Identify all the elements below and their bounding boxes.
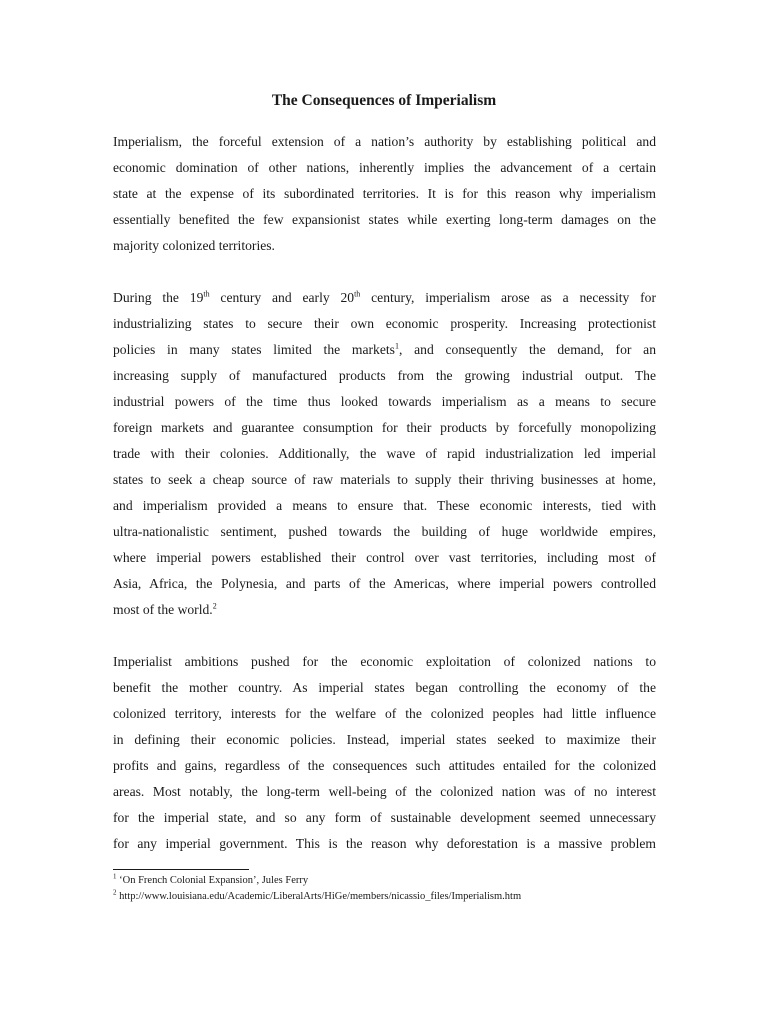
paragraph-line: benefit the mother country. As imperial states began controlling the economy of the — [113, 680, 656, 695]
superscript: th — [203, 289, 210, 299]
paragraph-line: profits and gains, regardless of the consequences such attitudes entailed for the colonized — [113, 758, 656, 773]
paragraph-3 — [113, 649, 656, 857]
paragraph-line: industrial powers of the time thus looked towards imperialism as a means to secure — [113, 394, 656, 409]
superscript: th — [354, 289, 361, 299]
paragraph-line — [113, 597, 656, 623]
paragraph-line: economic domination of other nations, inherently implies the advancement of a certain — [113, 160, 656, 175]
footnote-2 — [113, 889, 673, 905]
paragraph-line: in defining their economic policies. Instead, imperial states seeked to maximize their — [113, 732, 656, 747]
paragraph-line: state at the expense of its subordinated territories. It is for this reason why imperialism — [113, 186, 656, 201]
paragraph-line: industrializing states to secure their own economic prosperity. Increasing protectionist — [113, 316, 656, 331]
paragraph-line: increasing supply of manufactured products from the growing industrial output. The — [113, 368, 656, 383]
paragraph-line: colonized territory, interests for the welfare of the colonized peoples had little influence — [113, 706, 656, 721]
footnote-ref: 1 — [394, 341, 399, 351]
paragraph-line: where imperial powers established their control over vast territories, including most of — [113, 550, 656, 565]
footnote-marker: 2 — [113, 888, 117, 897]
text-run: , and consequently the demand, for an — [398, 342, 656, 357]
paragraph-line: ultra-nationalistic sentiment, pushed towards the building of huge worldwide empires, — [113, 524, 656, 539]
footnotes — [113, 873, 673, 905]
footnote-link[interactable]: http://www.louisiana.edu/Academic/LiberalArts/HiGe/members/nicassio_files/Imperialism.htm — [116, 891, 522, 902]
paragraph-line — [113, 337, 656, 363]
text-run: most of the world. — [113, 602, 213, 617]
footnote-separator — [113, 869, 249, 870]
paragraph-line: Imperialism, the forceful extension of a nation’s authority by establishing political and — [113, 134, 656, 149]
text-run: policies in many states limited the markets — [113, 342, 395, 357]
paragraph-line: Imperialist ambitions pushed for the economic exploitation of colonized nations to — [113, 654, 656, 669]
document-title: The Consequences of Imperialism — [271, 92, 497, 109]
text-run: century and early 20 — [209, 290, 355, 305]
paragraph-line: trade with their colonies. Additionally, the wave of rapid industrialization led imperial — [113, 446, 656, 461]
paragraph-2 — [113, 285, 656, 623]
footnote-marker: 1 — [113, 872, 117, 881]
paragraph-line — [113, 285, 656, 311]
paragraph-1 — [113, 129, 656, 259]
footnote-ref: 2 — [212, 601, 217, 611]
paragraph-line: areas. Most notably, the long-term well-being of the colonized nation was of no interest — [113, 784, 656, 799]
paragraph-line: for any imperial government. This is the reason why deforestation is a massive problem — [113, 836, 656, 851]
paragraph-line: for the imperial state, and so any form of sustainable development seemed unnecessary — [113, 810, 656, 825]
text-run: century, imperialism arose as a necessity for — [360, 290, 657, 305]
paragraph-line: essentially benefited the few expansionist states while exerting long-term damages on the — [113, 212, 656, 227]
text-run: During the 19 — [113, 290, 204, 305]
document-body — [113, 129, 656, 883]
footnote-1 — [113, 873, 673, 889]
paragraph-line: Asia, Africa, the Polynesia, and parts of the Americas, where imperial powers controlled — [113, 576, 656, 591]
paragraph-line: states to seek a cheap source of raw materials to supply their thriving businesses at home, — [113, 472, 656, 487]
paragraph-line: and imperialism provided a means to ensure that. These economic interests, tied with — [113, 498, 656, 513]
paragraph-line: majority colonized territories. — [113, 238, 275, 253]
paragraph-line: foreign markets and guarantee consumption for their products by forcefully monopolizing — [113, 420, 656, 435]
footnote-text: ‘On French Colonial Expansion’, Jules Ferry — [116, 875, 309, 886]
